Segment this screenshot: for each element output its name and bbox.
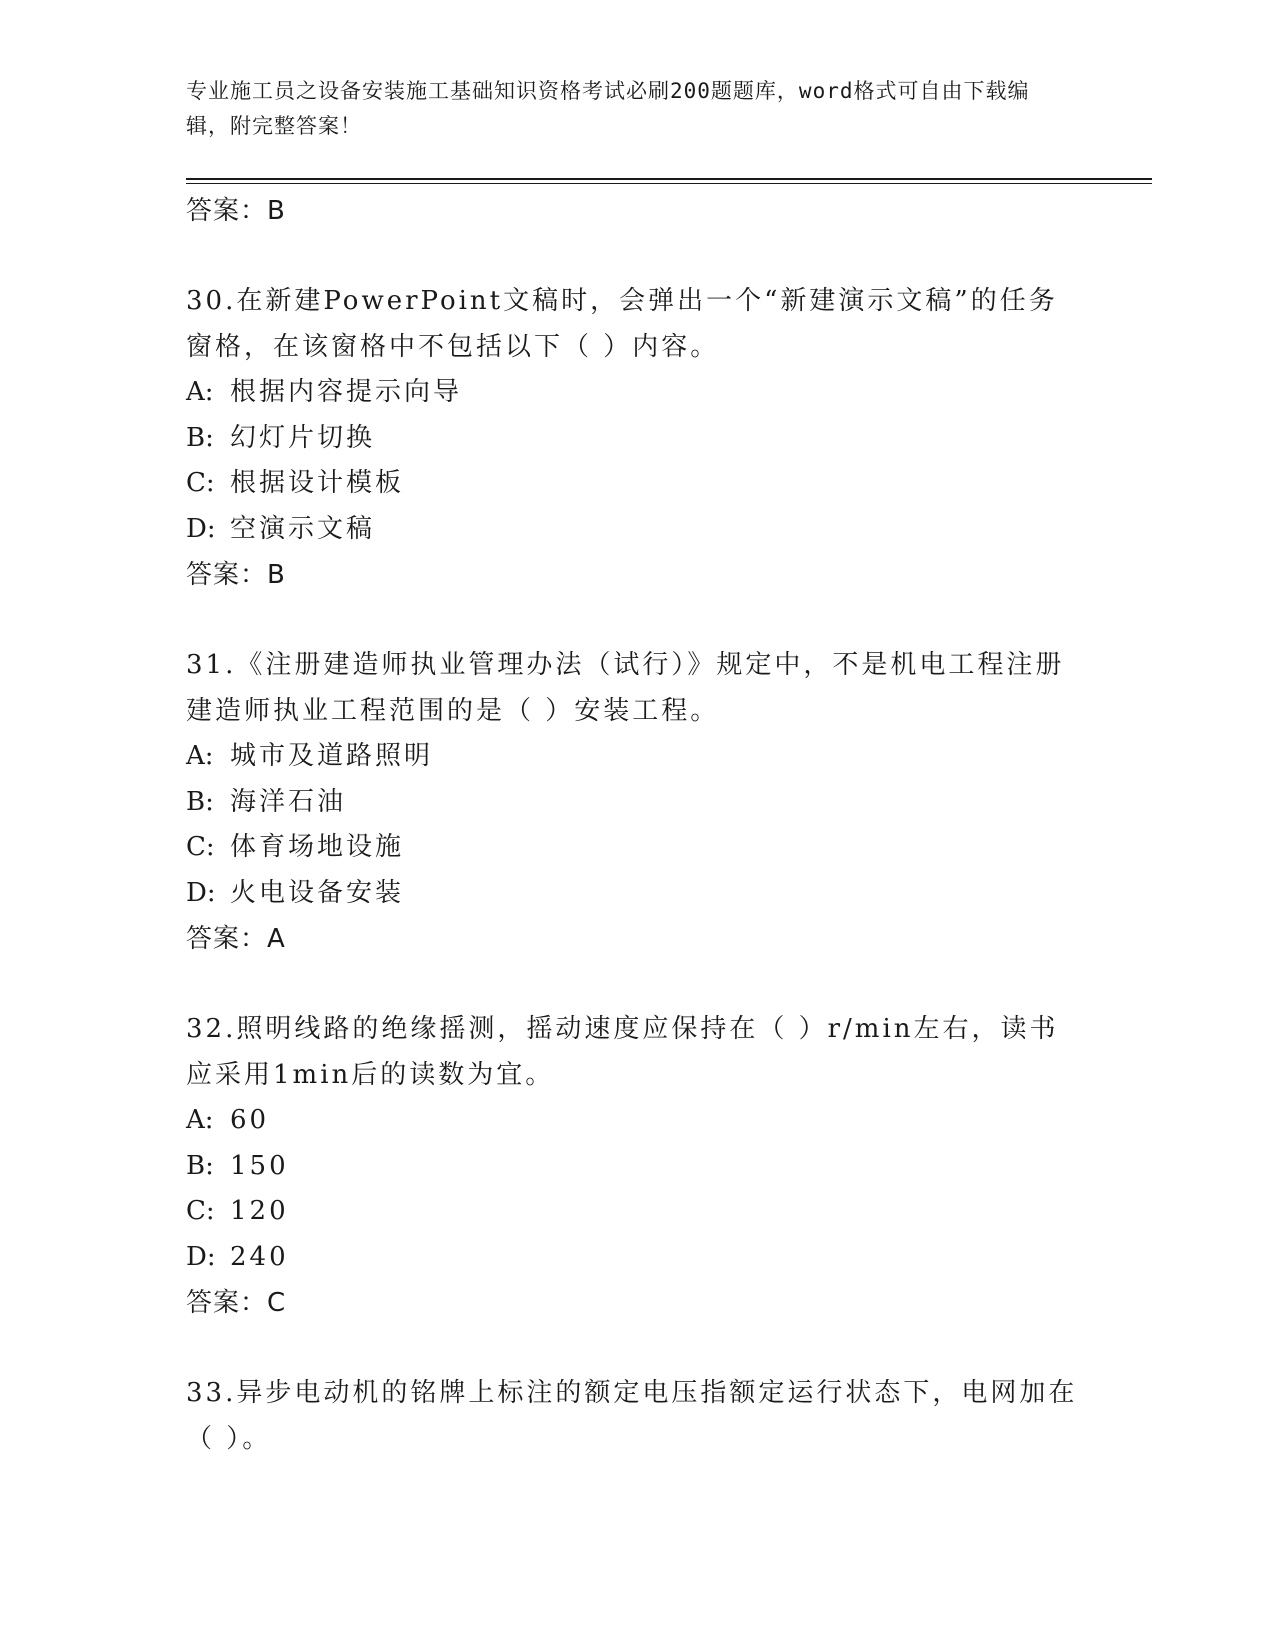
option-key: B: — [186, 422, 214, 453]
option-key: A: — [186, 741, 214, 771]
option-d — [186, 1235, 1086, 1281]
question-30 — [186, 279, 1086, 598]
option-key: B: — [186, 786, 214, 817]
option-a — [186, 370, 1086, 416]
option-c — [186, 1189, 1086, 1235]
option-text: 空演示文稿 — [230, 513, 376, 544]
option-key: B: — [186, 1150, 214, 1181]
option-text: 240 — [230, 1241, 289, 1272]
option-b — [186, 416, 1086, 462]
option-text: 根据设计模板 — [230, 468, 405, 498]
option-d — [186, 871, 1086, 917]
option-text: 体育场地设施 — [230, 832, 405, 862]
option-key: A: — [186, 1105, 214, 1135]
previous-answer: 答案：B — [186, 196, 286, 226]
answer-label: 答案：B — [186, 560, 286, 590]
question-31 — [186, 643, 1086, 962]
option-d — [186, 507, 1086, 553]
option-b — [186, 1144, 1086, 1190]
option-text: 150 — [230, 1150, 289, 1181]
option-b — [186, 780, 1086, 826]
option-a — [186, 1098, 1086, 1144]
option-key: C: — [186, 1196, 215, 1226]
answer-label: 答案：A — [186, 924, 286, 954]
question-32 — [186, 1007, 1086, 1326]
option-text: 60 — [230, 1105, 270, 1135]
answer-label: 答案：C — [186, 1288, 287, 1318]
spacer — [186, 234, 1086, 279]
option-text: 火电设备安装 — [230, 877, 405, 908]
option-c — [186, 825, 1086, 871]
question-stem: 31.《注册建造师执业管理办法（试行）》规定中，不是机电工程注册建造师执业工程范围的是（ ）安装工程。 — [186, 650, 1065, 726]
option-text: 城市及道路照明 — [230, 741, 434, 771]
question-33 — [186, 1371, 1086, 1462]
option-key: C: — [186, 832, 215, 862]
option-a — [186, 734, 1086, 780]
question-stem: 30.在新建PowerPoint文稿时，会弹出一个“新建演示文稿”的任务窗格，在该窗格中不包括以下（ ）内容。 — [186, 286, 1058, 362]
header-divider-thin — [186, 183, 1152, 184]
document-header: 专业施工员之设备安装施工基础知识资格考试必刷200题题库，word格式可自由下载编辑，附完整答案！ — [186, 79, 1030, 138]
option-c — [186, 461, 1086, 507]
question-stem: 32.照明线路的绝缘摇测，摇动速度应保持在（ ）r/min左右，读书应采用1min后的读数为宜。 — [186, 1014, 1059, 1090]
option-text: 海洋石油 — [230, 786, 347, 817]
option-key: D: — [186, 1241, 216, 1272]
question-list — [186, 188, 1086, 1462]
question-stem: 33.异步电动机的铭牌上标注的额定电压指额定运行状态下，电网加在（ ）。 — [186, 1378, 1078, 1454]
option-text: 幻灯片切换 — [230, 422, 376, 453]
option-key: A: — [186, 377, 214, 407]
option-key: D: — [186, 877, 216, 908]
spacer — [186, 1326, 1086, 1371]
spacer — [186, 962, 1086, 1007]
spacer — [186, 598, 1086, 643]
option-key: C: — [186, 468, 215, 498]
option-text: 根据内容提示向导 — [230, 377, 463, 407]
option-key: D: — [186, 513, 216, 544]
option-text: 120 — [230, 1196, 289, 1226]
header-divider-thick — [186, 178, 1152, 180]
